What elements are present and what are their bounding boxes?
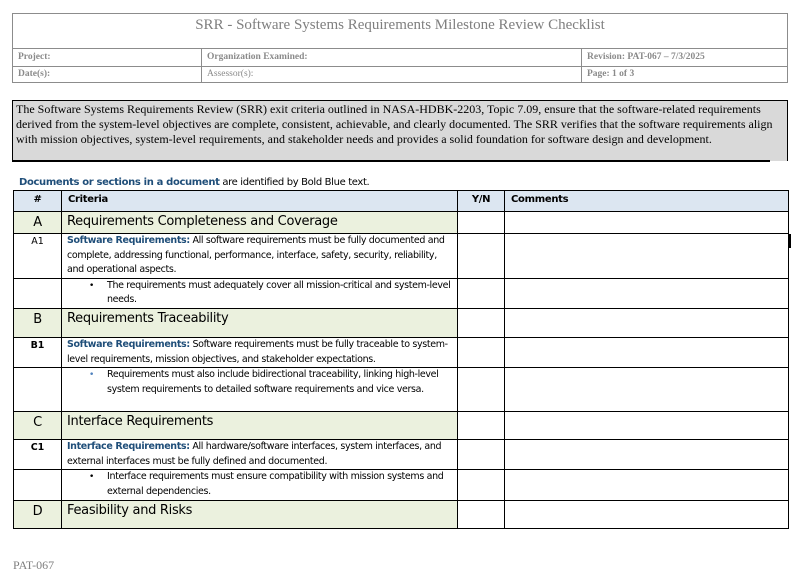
criteria-bullet-row-c1: [14, 470, 789, 500]
organization-field[interactable]: Organization Examined:: [201, 49, 581, 66]
section-number: D: [14, 500, 62, 528]
yn-cell[interactable]: [458, 337, 505, 367]
intro-paragraph: The Software Systems Requirements Review (SRR) exit criteria outlined in NASA-HDBK-2203, Topic 7.09, ensure that the software-related requirements derived from the system-level objectives are complete, consistent, achievable, and clearly documented. The SRR verifies that the software requirements align with mission objectives, system-level requirements, and stakeholder needs and provides a solid foundation for software design and development.: [12, 100, 788, 161]
criteria-row-b1: [14, 337, 789, 367]
criteria-keyword: Software Requirements:: [67, 338, 190, 350]
section-title: Interface Requirements: [62, 412, 458, 440]
criteria-row-c1: [14, 440, 789, 470]
dates-field[interactable]: Date(s):: [18, 69, 51, 79]
criteria-number: A1: [14, 234, 62, 279]
criteria-bullet-row-a1: [14, 278, 789, 308]
intro-divider: [12, 160, 770, 162]
header-row-2: [13, 66, 787, 83]
project-field[interactable]: Project:: [18, 52, 51, 62]
criteria-bullet: [62, 368, 458, 412]
comments-cell[interactable]: [505, 470, 789, 500]
comments-cell[interactable]: [505, 368, 789, 412]
yn-cell[interactable]: [458, 278, 505, 308]
comments-cell[interactable]: [505, 500, 789, 528]
comments-cell[interactable]: [505, 234, 789, 279]
revision-label: Revision: PAT-067 – 7/3/2025: [581, 49, 787, 66]
yn-cell[interactable]: [458, 440, 505, 470]
header-row-1: [13, 49, 787, 67]
yn-cell[interactable]: [458, 212, 505, 234]
criteria-number: B1: [14, 337, 62, 367]
page-number: Page: 1 of 3: [581, 66, 787, 83]
footer-doc-id: PAT-067: [13, 558, 55, 572]
document-header: [12, 13, 788, 83]
yn-cell[interactable]: [458, 368, 505, 412]
criteria-bullet: [62, 470, 458, 500]
text-cursor: [789, 234, 791, 248]
criteria-text: [62, 234, 458, 279]
yn-cell[interactable]: [458, 470, 505, 500]
yn-cell[interactable]: [458, 412, 505, 440]
bullet-icon: •: [89, 472, 94, 483]
comments-cell[interactable]: [505, 212, 789, 234]
criteria-text: [62, 337, 458, 367]
column-header-number: #: [14, 191, 62, 212]
bullet-text: Interface requirements must ensure compatibility with mission systems and external dependencies.: [107, 471, 444, 497]
bullet-icon: •: [89, 280, 94, 291]
column-header-yn: Y/N: [458, 191, 505, 212]
comments-cell[interactable]: [505, 308, 789, 337]
criteria-description: All hardware/software interfaces, system interfaces, and external interfaces must be fully defined and documented.: [67, 441, 442, 467]
document-title: SRR - Software Systems Requirements Milestone Review Checklist: [13, 14, 787, 49]
empty-number-cell: [14, 278, 62, 308]
criteria-description: All software requirements must be fully documented and complete, addressing functional, performance, interface, safety, security, reliability, and operational aspects.: [67, 235, 445, 276]
section-number: B: [14, 308, 62, 337]
column-header-criteria: Criteria: [62, 191, 458, 212]
bullet-text: Requirements must also include bidirectional traceability, linking high-level system requirements to detailed software requirements and vice versa.: [107, 369, 439, 395]
checklist-table: [13, 190, 789, 529]
column-header-comments: Comments: [505, 191, 789, 212]
criteria-keyword: Software Requirements:: [67, 235, 190, 246]
bullet-text: The requirements must adequately cover all mission-critical and system-level needs.: [107, 279, 451, 306]
legend-note: [19, 177, 369, 189]
yn-cell[interactable]: [458, 308, 505, 337]
empty-number-cell: [14, 470, 62, 500]
comments-cell[interactable]: [505, 278, 789, 308]
criteria-bullet: [62, 278, 458, 308]
section-number: C: [14, 412, 62, 440]
legend-highlight: Documents or sections in a document: [19, 177, 220, 188]
criteria-description: Software requirements must be fully traceable to system-level requirements, mission objectives, and stakeholder expectations.: [67, 338, 448, 365]
criteria-row-a1: [14, 234, 789, 279]
bullet-icon: •: [89, 370, 94, 381]
criteria-bullet-row-b1: [14, 368, 789, 412]
yn-cell[interactable]: [458, 234, 505, 279]
section-title: Feasibility and Risks: [62, 500, 458, 528]
criteria-keyword: Interface Requirements:: [67, 441, 190, 453]
section-title: Requirements Traceability: [62, 308, 458, 337]
criteria-number: C1: [14, 440, 62, 470]
comments-cell[interactable]: [505, 337, 789, 367]
section-row-d: [14, 500, 789, 528]
criteria-text: [62, 440, 458, 470]
section-row-c: [14, 412, 789, 440]
yn-cell[interactable]: [458, 500, 505, 528]
assessor-field[interactable]: Assessor(s):: [201, 66, 581, 83]
section-row-b: [14, 308, 789, 337]
section-number: A: [14, 212, 62, 234]
legend-text: are identified by Bold Blue text.: [219, 177, 370, 188]
comments-cell[interactable]: [505, 440, 789, 470]
comments-cell[interactable]: [505, 412, 789, 440]
empty-number-cell: [14, 368, 62, 412]
section-title: Requirements Completeness and Coverage: [62, 212, 458, 234]
table-header-row: [14, 191, 789, 212]
section-row-a: [14, 212, 789, 234]
